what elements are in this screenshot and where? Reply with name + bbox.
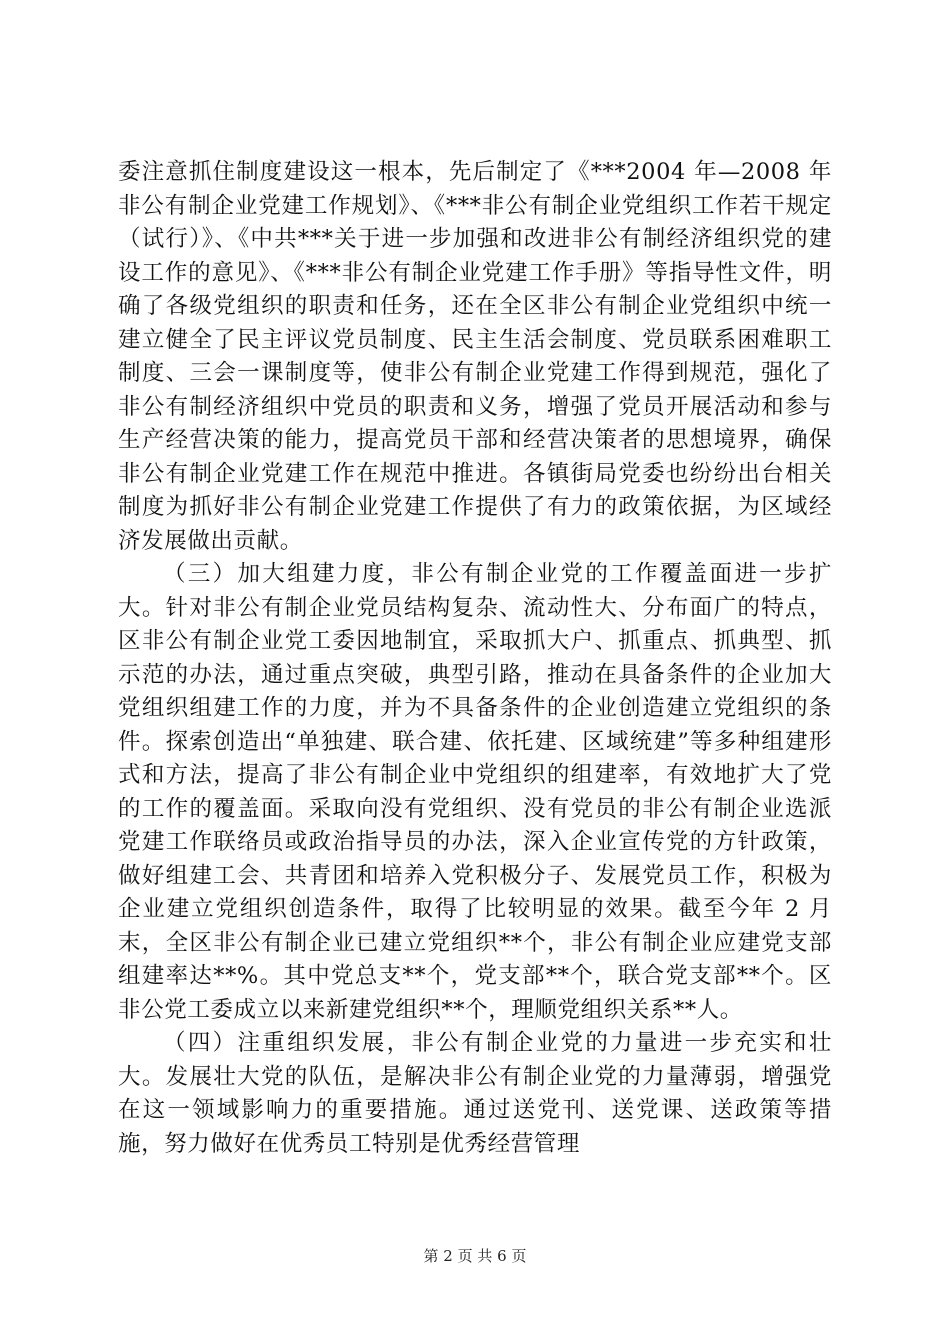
paragraph-2: （三）加大组建力度，非公有制企业党的工作覆盖面进一步扩大。针对非公有制企业党员结构复杂、流动性大、分布面广的特点，区非公有制企业党工委因地制宜，采取抓大户、抓重点、抓典型、抓示范的办法，通过重点突破，典型引路，推动在具备条件的企业加大党组织组建工作的力度，并为不具备条件的企业创造建立党组织的条件。探索创造出“单独建、联合建、依托建、区域统建”等多种组建形式和方法，提高了非公有制企业中党组织的组建率，有效地扩大了党的工作的覆盖面。采取向没有党组织、没有党员的非公有制企业选派党建工作联络员或政治指导员的办法，深入企业宣传党的方针政策，做好组建工会、共青团和培养入党积极分子、发展党员工作，积极为企业建立党组织创造条件，取得了比较明显的效果。截至今年 2 月末，全区非公有制企业已建立党组织**个，非公有制企业应建党支部组建率达**%。其中党总支**个，党支部**个，联合党支部**个。区非公党工委成立以来新建党组织**个，理顺党组织关系**人。 <box>118 561 832 1023</box>
paragraph-3: （四）注重组织发展，非公有制企业党的力量进一步充实和壮大。发展壮大党的队伍，是解决非公有制企业党的力量薄弱，增强党在这一领域影响力的重要措施。通过送党刊、送党课、送政策等措施，努力做好在优秀员工特别是优秀经营管理 <box>118 1030 832 1157</box>
paragraph-1: 委注意抓住制度建设这一根本，先后制定了《***2004 年—2008 年非公有制企业党建工作规划》、《***非公有制企业党组织工作若干规定（试行）》、《中共***关于进一步加强和改进非公有制经济组织党的建设工作的意见》、《***非公有制企业党建工作手册》等指导性文件，明确了各级党组织的职责和任务，还在全区非公有制企业党组织中统一建立健全了民主评议党员制度、民主生活会制度、党员联系困难职工制度、三会一课制度等，使非公有制企业党建工作得到规范，强化了非公有制经济组织中党员的职责和义务，增强了党员开展活动和参与生产经营决策的能力，提高党员干部和经营决策者的思想境界，确保非公有制企业党建工作在规范中推进。各镇街局党委也纷纷出台相关制度为抓好非公有制企业党建工作提供了有力的政策依据，为区域经济发展做出贡献。 <box>118 159 832 554</box>
page-number-footer: 第 2 页 共 6 页 <box>423 1247 527 1265</box>
document-body <box>118 156 832 1161</box>
